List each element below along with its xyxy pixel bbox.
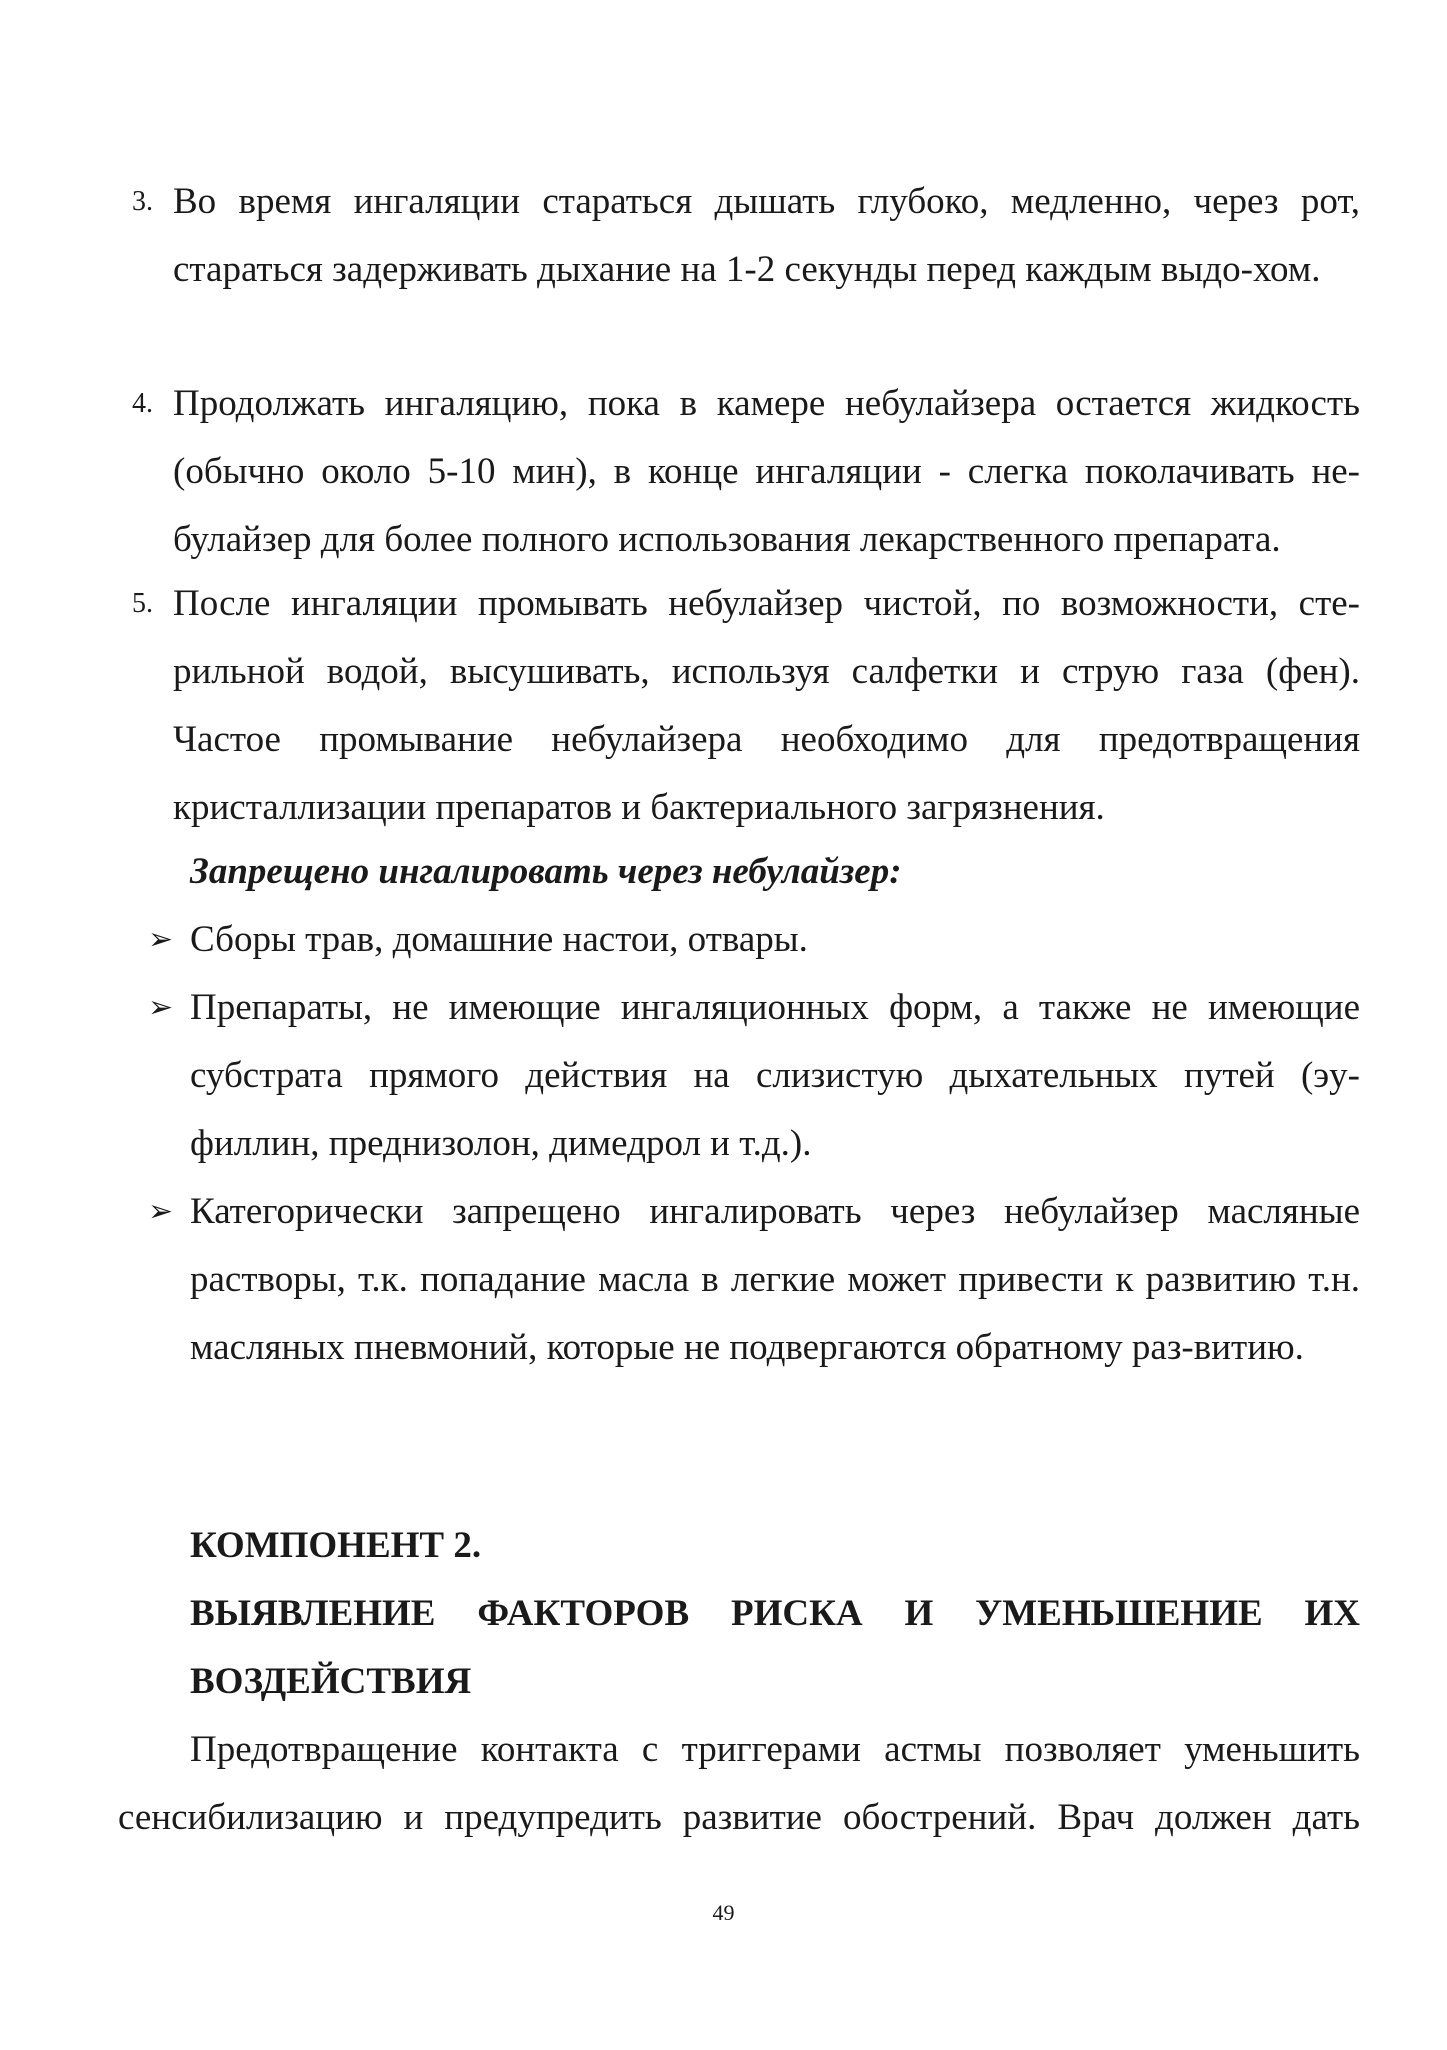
- bullet-item-2: [148, 974, 1360, 1178]
- paragraph-line: сенсибилизацию и предупредить развитие обострений. Врач должен дать: [118, 1797, 1360, 1838]
- list-item-text: Продолжать ингаляцию, пока в камере небулайзера остается жидкость (обычно около 5-10 мин), в конце ингаляции - слегка поколачивать не-булайзер для более полного использования лекарственного препарата.: [173, 383, 1360, 560]
- bullet-text: Препараты, не имеющие ингаляционных форм, а также не имеющие субстрата прямого действия на слизистую дыхательных путей (эу-филлин, преднизолон, димедрол и т.д.).: [190, 987, 1360, 1164]
- forbidden-title: Запрещено ингалировать через небулайзер:: [190, 851, 902, 892]
- component-subheading-line1: ВЫЯВЛЕНИЕ ФАКТОРОВ РИСКА И УМЕНЬШЕНИЕ ИХ: [190, 1593, 1360, 1634]
- arrow-bullet-icon: ➢: [148, 923, 174, 956]
- bullet-text: Категорически запрещено ингалировать через небулайзер масляные растворы, т.к. попадание масла в легкие может привести к развитию т.н. масляных пневмоний, которые не подвергаются обратному раз-витию.: [190, 1191, 1360, 1368]
- list-item-4: [132, 370, 1360, 574]
- component-subheading-line2: ВОЗДЕЙСТВИЯ: [190, 1661, 472, 1702]
- bullet-item-3: [148, 1178, 1360, 1382]
- page-number: 49: [712, 1900, 735, 1925]
- bullet-text: Сборы трав, домашние настои, отвары.: [190, 919, 808, 960]
- list-item-text: После ингаляции промывать небулайзер чистой, по возможности, сте-рильной водой, высушивать, используя салфетки и струю газа (фен). Частое промывание небулайзера необходимо для предотвращения кристаллизации препаратов и бактериального загрязнения.: [173, 583, 1360, 828]
- arrow-bullet-icon: ➢: [148, 1195, 174, 1228]
- list-item-5: [132, 570, 1360, 842]
- paragraph-line: Предотвращение контакта с триггерами астмы позволяет уменьшить: [190, 1729, 1360, 1770]
- list-item-3: [132, 168, 1360, 304]
- arrow-bullet-icon: ➢: [148, 991, 174, 1024]
- bullet-item-1: [148, 906, 1360, 974]
- list-item-text: Во время ингаляции стараться дышать глубоко, медленно, через рот, стараться задерживать дыхание на 1-2 секунды перед каждым выдо-хом.: [173, 181, 1360, 290]
- list-number: 3.: [132, 186, 153, 217]
- list-number: 4.: [132, 388, 153, 419]
- intro-paragraph: [118, 1716, 1360, 1852]
- list-number: 5.: [132, 588, 153, 619]
- component-heading: КОМПОНЕНТ 2.: [190, 1525, 482, 1566]
